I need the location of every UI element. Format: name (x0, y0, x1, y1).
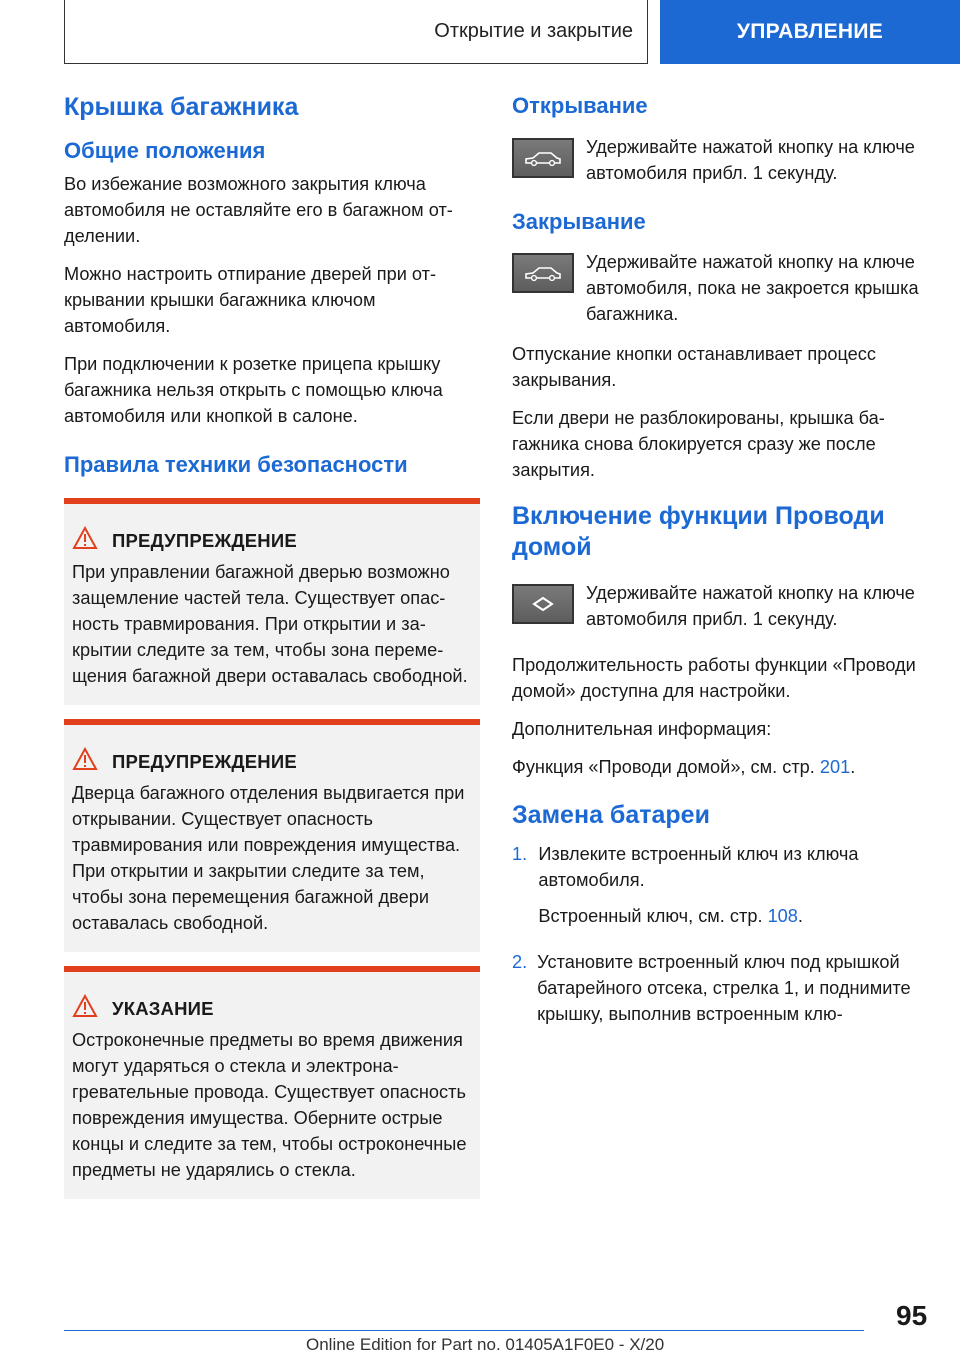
warning-text: При управлении багажной дверью возможно защемление частей тела. Существует опасность травмирования. При открытии и закрытии следите за тем, чтобы зона перемещения багажной двери оставалась свободной. (72, 562, 468, 687)
home-text: Удерживайте нажатой кнопку на ключе автомобиля прибл. 1 секунду. (586, 582, 915, 629)
warning-title: ПРЕДУПРЕЖДЕНИЕ (112, 529, 297, 551)
close-paragraph-3: Если двери не разблокированы, крышка багажника снова блокируется сразу же после закрытия. (512, 408, 885, 480)
trunk-button-icon (512, 138, 574, 178)
step-text: Извлеките встроенный ключ из ключа автомобиля. (538, 843, 859, 890)
right-column (512, 92, 930, 1047)
step-reference-link[interactable]: 108 (767, 905, 798, 926)
close-heading: Закрывание (512, 208, 646, 234)
left-column (64, 92, 480, 1213)
trunk-button-icon (512, 253, 574, 293)
warning-title: ПРЕДУПРЕЖДЕНИЕ (112, 750, 297, 772)
footer-edition: Online Edition for Part no. 01405A1F0E0 - X/20 (306, 1335, 665, 1354)
step-reference: Встроенный ключ, см. стр. 108. (538, 905, 803, 926)
warning-triangle-icon (72, 994, 98, 1023)
notice-title: УКАЗАНИЕ (112, 997, 214, 1019)
warning-text: Дверца багажного отделения выдвигается при открывании. Существует опасность травмирования или повреждения имущества. При открытии и закрытии следите за тем, чтобы зона перемещения багажной двери оставалась свободной. (72, 783, 465, 934)
safety-heading: Правила техники безопасности (64, 451, 408, 477)
home-paragraph-3: Дополнительная информация: (512, 718, 772, 739)
home-heading: Включение функции Проводи домой (512, 502, 885, 562)
header-section-title (64, 0, 648, 64)
notice-box (64, 966, 480, 1199)
battery-heading: Замена батареи (512, 800, 710, 829)
step-reference-text: Встроенный ключ, см. стр. (538, 905, 768, 926)
warning-box (64, 498, 480, 705)
step-text: Установите встроенный ключ под крышкой батарейного отсека, стрелка 1, и поднимите крышку, выполнив встроенным клю- (537, 951, 911, 1024)
general-paragraph-3: При подключении к розетке прицепа крышку багажника нельзя открыть с помощью ключа автомобиля или кнопкой в салоне. (64, 353, 443, 426)
home-reference-text: Функция «Проводи домой», см. стр. (512, 756, 820, 777)
follow-me-home-icon (512, 584, 574, 624)
warning-triangle-icon (72, 747, 98, 776)
notice-text: Остроконечные предметы во время движения могут ударяться о стекла и электронагревательные провода. Существует опасность повреждения имущества. Оберните острые концы и следите за тем, чтобы остроконечные предметы не ударялись о стекла. (72, 1030, 467, 1181)
general-paragraph-1: Во избежание возможного закрытия ключа автомобиля не оставляйте его в багажном отделении. (64, 173, 453, 246)
list-item (512, 949, 930, 1037)
step-number: 1. (512, 843, 528, 864)
home-reference: Функция «Проводи домой», см. стр. 201. (512, 756, 856, 777)
header-section-label: Открытие и закрытие (434, 20, 633, 42)
list-item (512, 841, 930, 939)
page-title: Крышка багажника (64, 93, 299, 121)
warning-triangle-icon (72, 526, 98, 555)
page-number: 95 (896, 1300, 928, 1331)
warning-box (64, 719, 480, 952)
close-text: Удерживайте нажатой кнопку на ключе автомобиля, пока не закроется крышка багажника. (586, 252, 919, 324)
footer-divider (64, 1330, 864, 1331)
close-paragraph-2: Отпускание кнопки останавливает процесс закрывания. (512, 344, 876, 390)
general-heading: Общие положения (64, 138, 266, 164)
home-reference-link[interactable]: 201 (819, 756, 851, 777)
header-chapter-tab (660, 0, 960, 64)
general-paragraph-2: Можно настроить отпирание дверей при открывании крышки багажника ключом автомобиля. (64, 263, 437, 336)
home-paragraph-2: Продолжительность работы функции «Проводи домой» доступна для настройки. (512, 654, 916, 701)
open-heading: Открывание (512, 93, 648, 118)
header-chapter-label: УПРАВЛЕНИЕ (736, 20, 884, 43)
open-text: Удерживайте нажатой кнопку на ключе автомобиля прибл. 1 секунду. (586, 136, 915, 183)
step-number: 2. (512, 951, 528, 972)
